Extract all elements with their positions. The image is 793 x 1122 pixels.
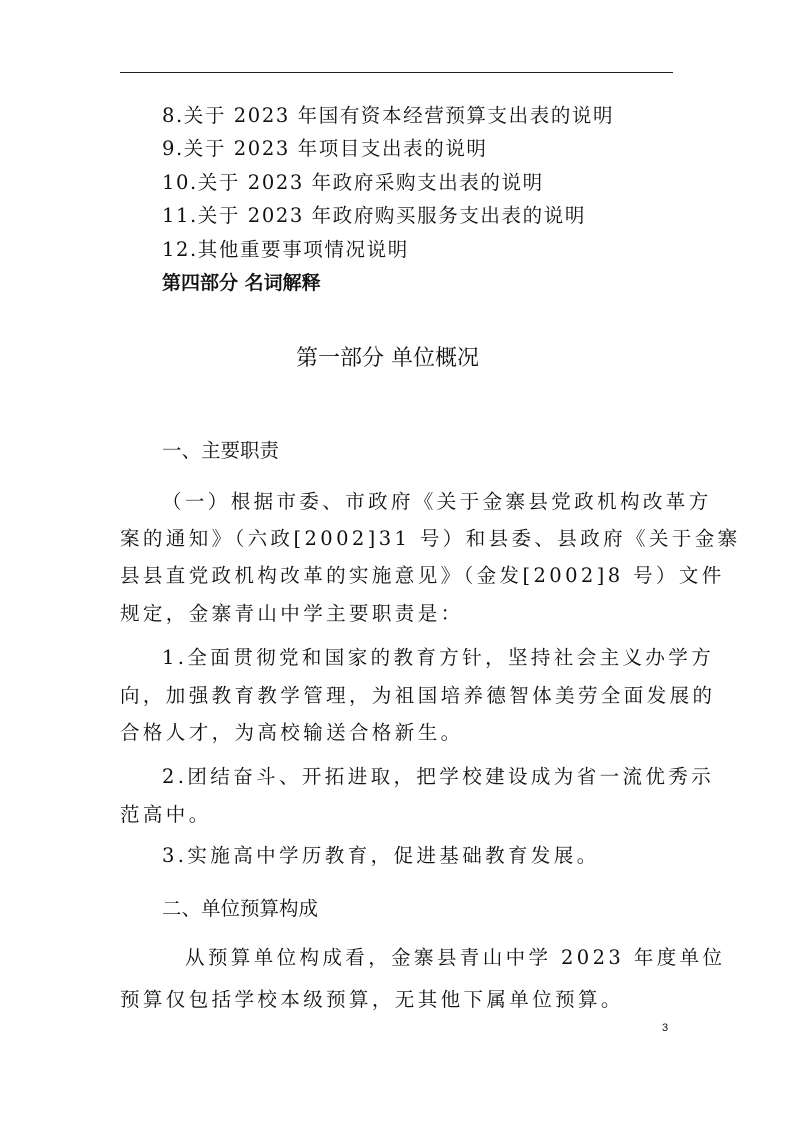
item2-line1: 2.团结奋斗、开拓进取，把学校建设成为省一流优秀示	[162, 765, 715, 788]
toc-item-9: 9.关于 2023 年项目支出表的说明	[162, 137, 488, 160]
para1-line4: 规定，金寨青山中学主要职责是：	[120, 602, 464, 625]
toc-item-11: 11.关于 2023 年政府购买服务支出表的说明	[162, 204, 586, 227]
para1-line1: （一）根据市委、市政府《关于金寨县党政机构改革方	[162, 490, 712, 513]
toc-item-8: 8.关于 2023 年国有资本经营预算支出表的说明	[162, 104, 615, 127]
item1-line1: 1.全面贯彻党和国家的教育方针，坚持社会主义办学方	[162, 646, 715, 669]
para2-line2: 预算仅包括学校本级预算，无其他下属单位预算。	[120, 988, 624, 1011]
para2-line1: 从预算单位构成看，金寨县青山中学 2023 年度单位	[185, 946, 726, 969]
para1-line2: 案的通知》（六政[2002]31 号）和县委、县政府《关于金寨	[120, 527, 741, 550]
header-rule	[120, 72, 673, 73]
item2-line2: 范高中。	[120, 803, 212, 826]
item3-line: 3.实施高中学历教育，促进基础教育发展。	[162, 844, 600, 867]
page-title: 第一部分 单位概况	[296, 346, 479, 371]
toc-item-10: 10.关于 2023 年政府采购支出表的说明	[162, 171, 544, 194]
toc-item-12: 12.其他重要事项情况说明	[162, 238, 409, 261]
page-number: 3	[662, 1022, 669, 1034]
para1-line3: 县县直党政机构改革的实施意见》（金发[2002]8 号）文件	[120, 564, 725, 587]
section2-heading: 二、单位预算构成	[162, 897, 319, 920]
toc-part4-heading: 第四部分 名词解释	[162, 272, 321, 294]
item1-line3: 合格人才，为高校输送合格新生。	[120, 721, 464, 744]
section1-heading: 一、主要职责	[162, 439, 280, 462]
item1-line2: 向，加强教育教学管理，为祖国培养德智体美劳全面发展的	[120, 684, 716, 707]
